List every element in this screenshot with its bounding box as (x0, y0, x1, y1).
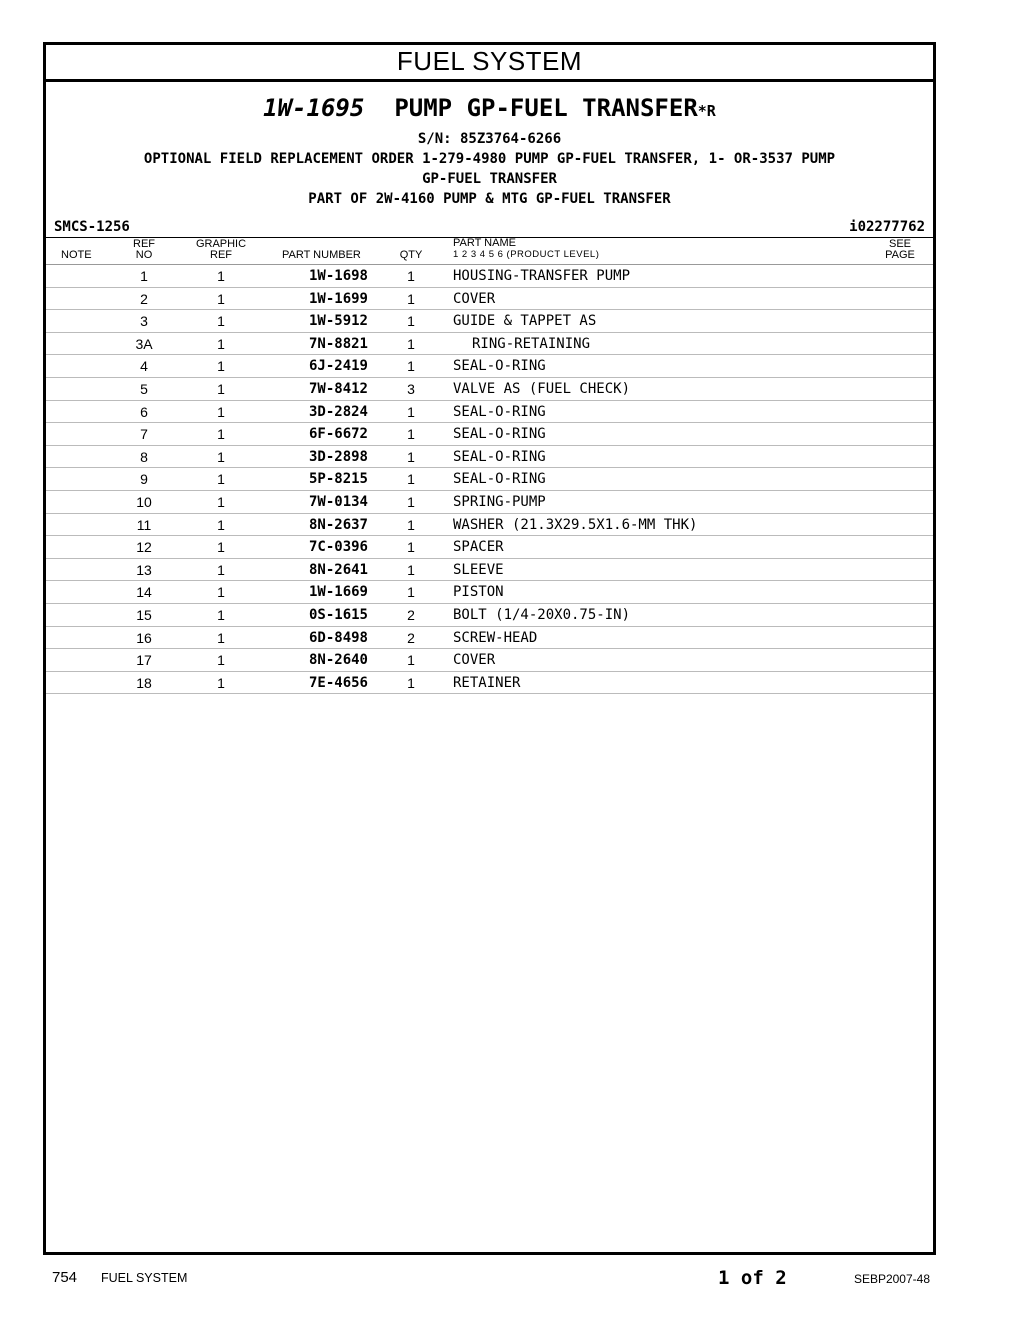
quantity: 1 (407, 674, 415, 691)
ref-no: 10 (136, 493, 152, 510)
part-number: 8N-2640 (308, 652, 368, 669)
assembly-title (46, 94, 933, 125)
ref-no: 16 (136, 629, 152, 646)
footer-page-number: 754 (52, 1269, 78, 1286)
graphic-ref: 1 (217, 335, 225, 352)
assembly-flag: *R (697, 102, 716, 120)
quantity: 1 (407, 335, 415, 352)
graphic-ref: 1 (217, 652, 225, 669)
table-row (46, 310, 933, 333)
col-see-top: SEE (888, 238, 911, 250)
quantity: 1 (407, 268, 415, 284)
quantity: 1 (407, 516, 415, 533)
table-row (46, 446, 933, 469)
illustration-id: i02277762 (849, 219, 925, 235)
ref-no: 8 (140, 448, 148, 465)
part-number: 7N-8821 (308, 335, 368, 352)
quantity: 1 (407, 471, 415, 488)
ref-no: 7 (140, 426, 148, 443)
footer-section: FUEL SYSTEM (101, 1271, 188, 1285)
part-name: SEAL-O-RING (453, 471, 546, 488)
quantity: 1 (407, 493, 415, 510)
graphic-ref: 1 (217, 629, 225, 646)
ref-no: 9 (140, 471, 148, 488)
ref-no: 4 (140, 358, 148, 375)
quantity: 1 (407, 539, 415, 556)
graphic-ref: 1 (217, 493, 225, 510)
quantity: 1 (407, 403, 415, 420)
section-title: FUEL SYSTEM (46, 45, 933, 82)
part-number: 8N-2641 (308, 561, 368, 578)
ref-no: 1 (140, 268, 148, 284)
ref-no: 2 (140, 290, 148, 307)
table-row (46, 514, 933, 537)
table-row (46, 265, 933, 288)
graphic-ref: 1 (217, 313, 225, 330)
graphic-ref: 1 (217, 561, 225, 578)
part-name: COVER (453, 290, 496, 307)
graphic-ref: 1 (217, 606, 225, 623)
ref-no: 6 (140, 403, 148, 420)
ref-no: 15 (136, 606, 152, 623)
part-number: 3D-2824 (308, 403, 368, 420)
graphic-ref: 1 (217, 471, 225, 488)
quantity: 1 (407, 584, 415, 601)
graphic-ref: 1 (217, 584, 225, 601)
table-row (46, 468, 933, 491)
part-number: 7W-0134 (308, 493, 368, 510)
col-see-bottom: PAGE (885, 249, 915, 261)
part-name: SEAL-O-RING (453, 358, 546, 375)
part-number: 3D-2898 (308, 448, 368, 465)
ref-no: 5 (140, 380, 148, 397)
assembly-name: PUMP GP-FUEL TRANSFER (394, 94, 698, 122)
part-number: 1W-1698 (308, 268, 368, 284)
ref-no: 3 (140, 313, 148, 330)
ref-no: 14 (136, 584, 152, 601)
parts-list (46, 265, 933, 694)
part-number: 7E-4656 (308, 674, 368, 691)
table-row (46, 536, 933, 559)
graphic-ref: 1 (217, 448, 225, 465)
graphic-ref: 1 (217, 358, 225, 375)
part-name: SLEEVE (453, 561, 504, 578)
part-number: 1W-1699 (308, 290, 368, 307)
column-headers (46, 237, 933, 265)
quantity: 1 (407, 561, 415, 578)
col-qty: QTY (399, 249, 423, 261)
part-name: GUIDE & TAPPET AS (453, 313, 597, 330)
col-product-levels: 1 2 3 4 5 6 (PRODUCT LEVEL) (453, 249, 600, 260)
part-number: 1W-5912 (308, 313, 368, 330)
table-row (46, 423, 933, 446)
part-number: 1W-1669 (308, 584, 368, 601)
part-name: BOLT (1/4-20X0.75-IN) (453, 606, 631, 623)
part-number: 6J-2419 (308, 358, 368, 375)
part-name: SPRING-PUMP (453, 493, 546, 510)
graphic-ref: 1 (217, 290, 225, 307)
graphic-ref: 1 (217, 426, 225, 443)
footer-doc-id: SEBP2007-48 (853, 1272, 930, 1286)
ref-no: 11 (136, 516, 152, 533)
part-number: 8N-2637 (308, 516, 368, 533)
part-number: 7C-0396 (308, 539, 368, 556)
part-number: 0S-1615 (308, 606, 368, 623)
part-name: RING-RETAINING (472, 335, 591, 352)
part-name: SEAL-O-RING (453, 403, 546, 420)
part-name: RETAINER (453, 674, 521, 691)
table-row (46, 581, 933, 604)
part-name: SEAL-O-RING (453, 448, 546, 465)
table-row (46, 378, 933, 401)
quantity: 1 (407, 652, 415, 669)
table-row (46, 649, 933, 672)
col-graphic-top: GRAPHIC (195, 238, 247, 250)
part-number: 6F-6672 (308, 426, 368, 443)
graphic-ref: 1 (217, 380, 225, 397)
quantity: 1 (407, 313, 415, 330)
quantity: 1 (407, 426, 415, 443)
ref-no: 17 (136, 652, 152, 669)
part-name: PISTON (453, 584, 504, 601)
col-ref-top: REF (133, 238, 155, 250)
graphic-ref: 1 (217, 539, 225, 556)
quantity: 2 (407, 606, 415, 623)
table-row (46, 333, 933, 356)
col-part-name: PART NAME (453, 237, 516, 249)
graphic-ref: 1 (217, 403, 225, 420)
part-number: 7W-8412 (308, 380, 368, 397)
part-name: COVER (453, 652, 496, 669)
assembly-part-number: 1W-1695 (263, 94, 365, 122)
part-name: SPACER (453, 539, 504, 556)
table-row (46, 672, 933, 695)
part-name: SEAL-O-RING (453, 426, 546, 443)
graphic-ref: 1 (217, 674, 225, 691)
col-part-number: PART NUMBER (282, 249, 361, 261)
col-note: NOTE (61, 249, 92, 261)
part-name: SCREW-HEAD (453, 629, 538, 646)
part-name: HOUSING-TRANSFER PUMP (453, 268, 631, 284)
page-footer (0, 1266, 1020, 1290)
table-row (46, 604, 933, 627)
table-row (46, 627, 933, 650)
quantity: 3 (407, 380, 415, 397)
graphic-ref: 1 (217, 268, 225, 284)
table-row (46, 288, 933, 311)
col-graphic-bottom: REF (210, 249, 232, 261)
table-row (46, 559, 933, 582)
quantity: 1 (407, 358, 415, 375)
meta-bar (46, 215, 933, 237)
part-of-note: PART OF 2W-4160 PUMP & MTG GP-FUEL TRANSFER (308, 191, 671, 207)
parts-page-frame (43, 42, 936, 1255)
part-name: WASHER (21.3X29.5X1.6-MM THK) (453, 516, 698, 533)
replacement-note-line-2: GP-FUEL TRANSFER (422, 171, 557, 187)
quantity: 1 (407, 448, 415, 465)
smcs-code: SMCS-1256 (54, 219, 130, 235)
quantity: 1 (407, 290, 415, 307)
part-number: 6D-8498 (308, 629, 368, 646)
ref-no: 12 (136, 539, 152, 556)
ref-no: 3A (135, 335, 153, 352)
part-name: VALVE AS (FUEL CHECK) (453, 380, 631, 397)
col-ref-bottom: NO (135, 249, 153, 261)
table-row (46, 491, 933, 514)
ref-no: 18 (136, 674, 152, 691)
serial-number: S/N: 85Z3764-6266 (417, 131, 562, 147)
graphic-ref: 1 (217, 516, 225, 533)
assembly-header (46, 94, 933, 209)
footer-page-of: 1 of 2 (718, 1267, 787, 1289)
part-number: 5P-8215 (308, 471, 368, 488)
table-row (46, 355, 933, 378)
table-row (46, 401, 933, 424)
quantity: 2 (407, 629, 415, 646)
replacement-note-line-1: OPTIONAL FIELD REPLACEMENT ORDER 1-279-4980 PUMP GP-FUEL TRANSFER, 1- OR-3537 PUMP (143, 151, 836, 167)
ref-no: 13 (136, 561, 152, 578)
